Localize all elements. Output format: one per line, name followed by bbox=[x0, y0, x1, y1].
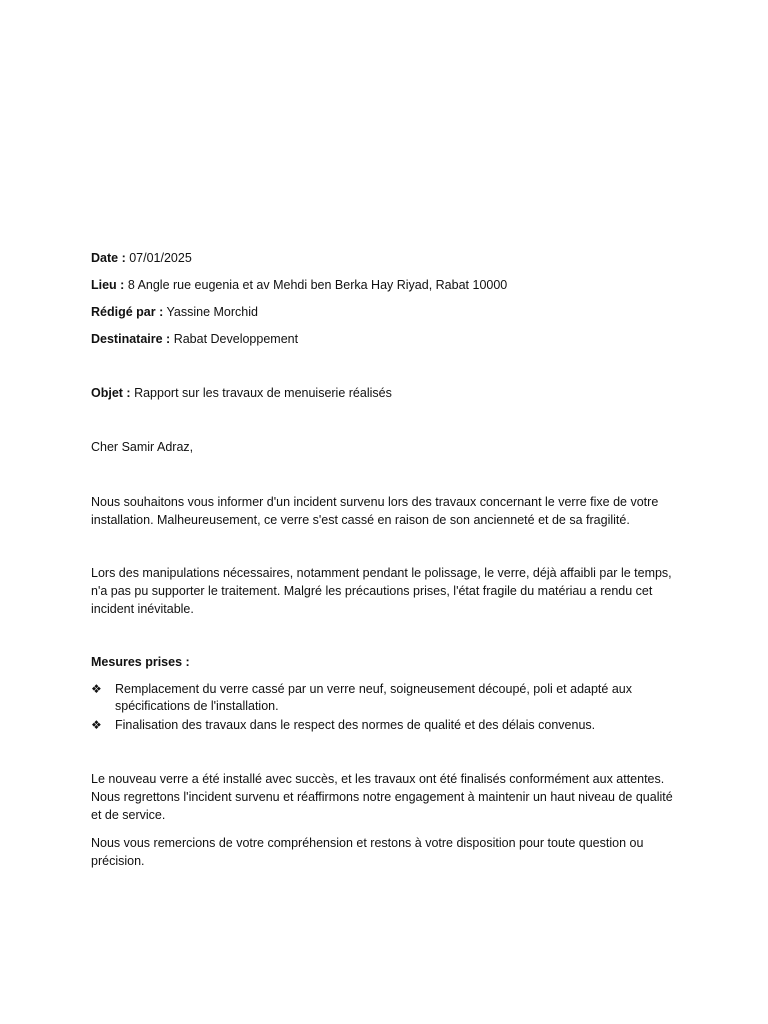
paragraph-incident: Nous souhaitons vous informer d'un incident survenu lors des travaux concernant le verre fixe de votre installation. Malheureusement, ce verre s'est cassé en raison de son ancienneté et de sa fragilité. bbox=[91, 495, 659, 527]
author-line bbox=[91, 304, 681, 321]
diamond-bullet-icon: ❖ bbox=[91, 718, 102, 732]
paragraph-result: Le nouveau verre a été installé avec succès, et les travaux ont été finalisés conformément aux attentes. Nous regrettons l'incident survenu et réaffirmons notre engagement à maintenir un haut niveau de qualité et de service. bbox=[91, 772, 673, 822]
recipient-line bbox=[91, 331, 681, 348]
measures-title: Mesures prises : bbox=[91, 655, 190, 669]
paragraph-thanks: Nous vous remercions de votre compréhension et restons à votre disposition pour toute question ou précision. bbox=[91, 836, 644, 868]
subject-value: Rapport sur les travaux de menuiserie réalisés bbox=[134, 386, 392, 400]
recipient-value: Rabat Developpement bbox=[173, 332, 299, 346]
place-value: 8 Angle rue eugenia et av Mehdi ben Berka Hay Riyad, Rabat 10000 bbox=[127, 278, 508, 292]
diamond-bullet-icon: ❖ bbox=[91, 682, 102, 696]
date-value: 07/01/2025 bbox=[129, 251, 192, 265]
subject-label: Objet : bbox=[91, 386, 131, 400]
author-label: Rédigé par : bbox=[91, 305, 164, 319]
date-label: Date : bbox=[91, 251, 126, 265]
measures-list bbox=[91, 681, 681, 734]
list-item bbox=[91, 681, 681, 715]
paragraph-details: Lors des manipulations nécessaires, notamment pendant le polissage, le verre, déjà affaibli par le temps, n'a pas pu supporter le traitement. Malgré les précautions prises, l'état fragile du matériau a rendu cet incident inévitable. bbox=[91, 566, 672, 616]
document-page bbox=[91, 250, 681, 870]
subject-line bbox=[91, 385, 681, 402]
place-label: Lieu : bbox=[91, 278, 125, 292]
place-line bbox=[91, 277, 681, 294]
recipient-label: Destinataire : bbox=[91, 332, 171, 346]
date-line bbox=[91, 250, 681, 267]
list-item-text: Finalisation des travaux dans le respect des normes de qualité et des délais convenus. bbox=[115, 718, 596, 732]
salutation: Cher Samir Adraz, bbox=[91, 440, 194, 454]
author-value: Yassine Morchid bbox=[166, 305, 258, 319]
list-item-text: Remplacement du verre cassé par un verre neuf, soigneusement découpé, poli et adapté aux spécifications de l'installation. bbox=[115, 682, 632, 713]
list-item bbox=[91, 717, 681, 734]
